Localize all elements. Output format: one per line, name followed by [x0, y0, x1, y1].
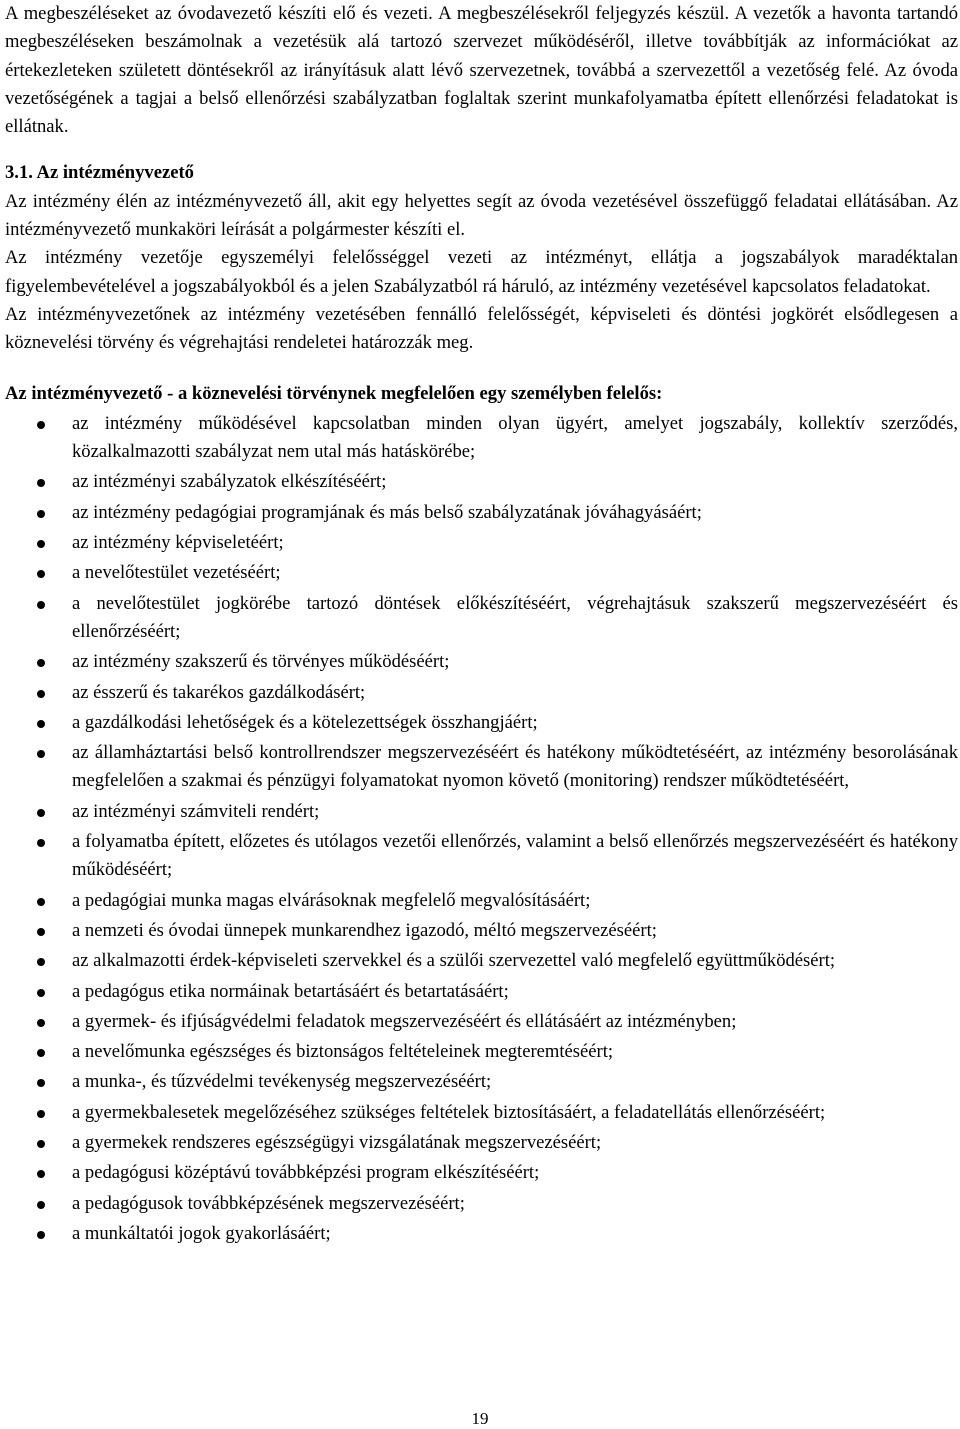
bullet-icon: [37, 958, 45, 966]
list-item: [5, 529, 958, 557]
list-item-text: a munka-, és tűzvédelmi tevékenység megszervezéséért;: [72, 1071, 492, 1093]
list-item-text: a pedagógiai munka magas elvárásoknak megfelelő megvalósításáért;: [72, 889, 591, 911]
bullet-icon: [37, 898, 45, 906]
list-item: [5, 1190, 958, 1218]
bullet-icon: [37, 479, 45, 487]
list-item-text: a nevelőtestület vezetéséért;: [72, 562, 281, 584]
list-item-text: a nevelőtestület jogkörébe tartozó döntések előkészítéséért, végrehajtásuk szakszerű megszervezéséért és ellenőrzéséért;: [72, 592, 958, 642]
bullet-icon: [37, 510, 45, 518]
list-item: [5, 917, 958, 945]
list-item: [5, 1220, 958, 1248]
intro-paragraph: A megbeszéléseket az óvodavezető készíti elő és vezeti. A megbeszélésekről feljegyzés készül. A vezetők a havonta tartandó megbeszéléseken beszámolnak a vezetésük alá tartozó szervezet működéséről, illetve továbbítják az információkat az értekezleteken született döntésekről az irányításuk alatt lévő szervezetnek, továbbá a szervezettől a vezetőség felé. Az óvoda vezetőségének a tagjai a belső ellenőrzési szabályzatban foglaltak szerint munkafolyamatba épített ellenőrzési feladatokat is ellátnak.: [5, 3, 958, 138]
list-item: [5, 559, 958, 587]
list-item: [5, 947, 958, 975]
bullet-icon: [37, 839, 45, 847]
list-item-text: a pedagógus etika normáinak betartásáért és betartatásáért;: [72, 980, 509, 1002]
list-item-text: a munkáltatói jogok gyakorlásáért;: [72, 1222, 331, 1244]
bullet-icon: [37, 659, 45, 667]
bullet-icon: [37, 1231, 45, 1239]
list-item: [5, 590, 958, 647]
bullet-icon: [37, 1079, 45, 1087]
bullet-icon: [37, 928, 45, 936]
list-item: [5, 499, 958, 527]
list-item-text: az intézményi szabályzatok elkészítéséért;: [72, 471, 387, 493]
list-item-text: az intézmény szakszerű és törvényes működéséért;: [72, 651, 450, 673]
duties-heading: Az intézményvezető - a köznevelési törvénynek megfelelően egy személyben felelős:: [5, 382, 663, 404]
list-item: [5, 1008, 958, 1036]
list-item-text: a gyermekbalesetek megelőzéséhez szükséges feltételek biztosításáért, a feladatellátás ellenőrzéséért;: [72, 1101, 826, 1123]
list-item: [5, 978, 958, 1006]
list-item: [5, 1099, 958, 1127]
list-item: [5, 679, 958, 707]
page-number: 19: [471, 1409, 489, 1428]
list-item: [5, 1159, 958, 1187]
list-item: [5, 798, 958, 826]
bullet-icon: [37, 750, 45, 758]
bullet-icon: [37, 570, 45, 578]
bullet-icon: [37, 989, 45, 997]
bullet-icon: [37, 1140, 45, 1148]
bullet-icon: [37, 1019, 45, 1027]
list-item: [5, 468, 958, 496]
list-item: [5, 739, 958, 796]
list-item: [5, 1038, 958, 1066]
document-page: [5, 0, 958, 1250]
list-item-text: az alkalmazotti érdek-képviseleti szervekkel és a szülői szervezettel való megfelelő együttműködésért;: [72, 950, 836, 972]
list-item-text: a gyermek- és ifjúságvédelmi feladatok megszervezéséért és ellátásáért az intézményben;: [72, 1010, 737, 1032]
list-item: [5, 709, 958, 737]
bullet-icon: [37, 1170, 45, 1178]
section-title: 3.1. Az intézményvezető: [5, 162, 194, 184]
bullet-icon: [37, 720, 45, 728]
bullet-icon: [37, 809, 45, 817]
section-paragraph: Az intézményvezetőnek az intézmény vezetésében fennálló felelősségét, képviseleti és döntési jogkörét elsődlegesen a köznevelési törvény és végrehajtási rendeletei határozzák meg.: [5, 303, 958, 354]
list-item-text: az intézményi számviteli rendért;: [72, 800, 320, 822]
bullet-icon: [37, 540, 45, 548]
list-item-text: az államháztartási belső kontrollrendszer megszervezéséért és hatékony működtetéséért, az intézmény besorolásának megfelelően a szakmai és pénzügyi folyamatokat nyomon követő (monitoring) rendszer működtetéséért,: [72, 742, 958, 792]
list-item-text: a nevelőmunka egészséges és biztonságos feltételeinek megteremtéséért;: [72, 1041, 614, 1063]
list-item: [5, 887, 958, 915]
list-item-text: a pedagógusi középtávú továbbképzési program elkészítéséért;: [72, 1162, 540, 1184]
list-item: [5, 410, 958, 467]
list-item-text: az intézmény működésével kapcsolatban minden olyan ügyért, amelyet jogszabály, kollektív szerződés, közalkalmazotti szabályzat nem utal más hatáskörébe;: [72, 412, 958, 463]
list-item-text: az ésszerű és takarékos gazdálkodásért;: [72, 681, 366, 703]
section-paragraph: Az intézmény élén az intézményvezető áll, akit egy helyettes segít az óvoda vezetésével összefüggő feladatai ellátásában. Az intézményvezető munkaköri leírását a polgármester készíti el.: [5, 190, 958, 241]
list-item-text: a nemzeti és óvodai ünnepek munkarendhez igazodó, méltó megszervezéséért;: [72, 919, 657, 941]
list-item-text: a pedagógusok továbbképzésének megszervezéséért;: [72, 1192, 465, 1214]
list-item-text: az intézmény képviseletéért;: [72, 532, 284, 554]
duties-list: [5, 410, 958, 1248]
bullet-icon: [37, 1110, 45, 1118]
list-item: [5, 1068, 958, 1096]
bullet-icon: [37, 690, 45, 698]
bullet-icon: [37, 421, 45, 429]
section-paragraph: Az intézmény vezetője egyszemélyi felelősséggel vezeti az intézményt, ellátja a jogszabályok maradéktalan figyelembevételével a jogszabályokból és a jelen Szabályzatból rá háruló, az intézmény vezetésével kapcsolatos feladatokat.: [5, 247, 958, 297]
bullet-icon: [37, 1049, 45, 1057]
bullet-icon: [37, 1201, 45, 1209]
list-item: [5, 1129, 958, 1157]
list-item-text: a folyamatba épített, előzetes és utólagos vezetői ellenőrzés, valamint a belső ellenőrzés megszervezéséért és hatékony működéséért;: [72, 831, 958, 881]
list-item-text: a gyermekek rendszeres egészségügyi vizsgálatának megszervezéséért;: [72, 1131, 602, 1153]
list-item: [5, 828, 958, 885]
list-item: [5, 648, 958, 676]
list-item-text: a gazdálkodási lehetőségek és a kötelezettségek összhangjáért;: [72, 711, 538, 733]
bullet-icon: [37, 601, 45, 609]
list-item-text: az intézmény pedagógiai programjának és más belső szabályzatának jóváhagyásáért;: [72, 501, 702, 523]
